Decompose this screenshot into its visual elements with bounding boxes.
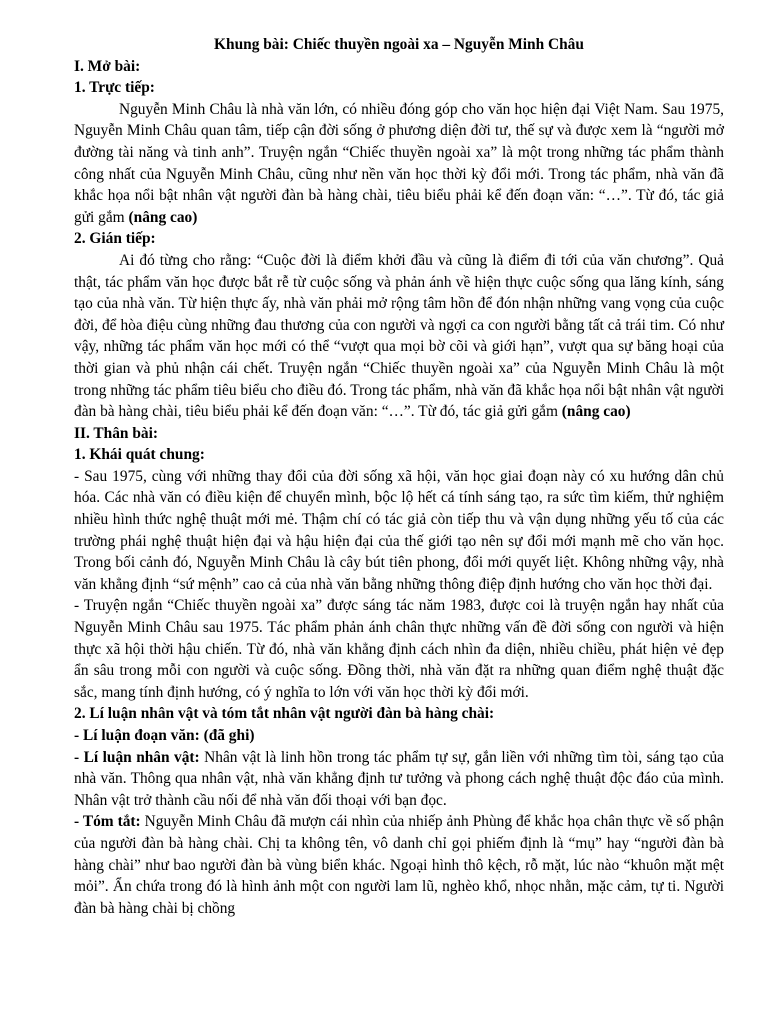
paragraph-tom-tat [74, 811, 724, 919]
bold-lead: - Tóm tắt: [74, 813, 141, 831]
paragraph-gian-tiep [74, 250, 724, 423]
document-title: Khung bài: Chiếc thuyền ngoài xa – Nguyễn Minh Châu [214, 36, 584, 53]
paragraph-text: Nguyễn Minh Châu là nhà văn lớn, có nhiều đóng góp cho văn học hiện đại Việt Nam. Sau 1975, Nguyễn Minh Châu quan tâm, tiếp cận đời sống ở phương diện đời tư, thế sự và được xem là “người mở đường tài năng và tinh anh”. Truyện ngắn “Chiếc thuyền ngoài xa” là một trong những tác phẩm thành công nhất của Nguyễn Minh Châu, cũng như nền văn học thời kỳ đổi mới. Trong tác phẩm, nhà văn đã khắc họa nổi bật nhân vật người đàn bà hàng chài, tiêu biểu phải kể đến đoạn văn: “…”. Từ đó, tác giả gửi gắm [74, 100, 724, 226]
bold-note: (nâng cao) [561, 403, 631, 421]
paragraph-khai-quat-2: - Truyện ngắn “Chiếc thuyền ngoài xa” được sáng tác năm 1983, được coi là truyện ngắn hay nhất của Nguyễn Minh Châu sau 1975. Tác phẩm phản ánh chân thực những vấn đề đời sống con người và hiện thực xã hội thời hậu chiến. Từ đó, nhà văn khẳng định cách nhìn đa diện, nhiều chiều, phát hiện vẻ đẹp ẩn sâu trong mỗi con người và cuộc sống. Đồng thời, nhà văn đặt ra những quan điểm nghệ thuật đặc sắc, mang tính định hướng, có ý nghĩa to lớn với văn học thời kỳ đổi mới. [74, 597, 724, 701]
heading-gian-tiep: 2. Gián tiếp: [74, 230, 156, 248]
section-than-bai: II. Thân bài: [74, 424, 158, 442]
heading-li-luan: 2. Lí luận nhân vật và tóm tắt nhân vật người đàn bà hàng chài: [74, 705, 495, 723]
paragraph-text: Nhân vật là linh hồn trong tác phẩm tự sự, gắn liền với những tìm tòi, sáng tạo của nhà văn. Thông qua nhân vật, nhà văn khẳng định tư tưởng và phong cách nghệ thuật độc đáo của mình. Nhân vật trở thành cầu nối để nhà văn đối thoại với bạn đọc. [74, 748, 724, 809]
paragraph-truc-tiep [74, 99, 724, 229]
paragraph-li-luan-nhan-vat [74, 747, 724, 812]
heading-li-luan-doan-van: - Lí luận đoạn văn: (đã ghi) [74, 727, 255, 744]
heading-khai-quat: 1. Khái quát chung: [74, 446, 205, 464]
paragraph-khai-quat-1: - Sau 1975, cùng với những thay đổi của đời sống xã hội, văn học giai đoạn này có xu hướng dân chủ hóa. Các nhà văn có điều kiện để chuyển mình, bộc lộ hết cá tính sáng tạo, ra sức tìm kiếm, thử nghiệm nhiều hình thức nghệ thuật mới mẻ. Thậm chí có tác giả còn tiếp thu và vận dụng những yếu tố của các trường phái nghệ thuật hiện đại và hậu hiện đại của thế giới tạo nên sự đổi mới mạnh mẽ cho văn học. Trong bối cảnh đó, Nguyễn Minh Châu là cây bút tiên phong, đổi mới quyết liệt. Không những vậy, nhà văn khẳng định “sứ mệnh” cao cả của nhà văn bằng những thông điệp định hướng cho văn học thời đại. [74, 467, 724, 593]
heading-truc-tiep: 1. Trực tiếp: [74, 79, 155, 97]
paragraph-text: Ai đó từng cho rằng: “Cuộc đời là điểm khởi đầu và cũng là điểm đi tới của văn chương”. Quả thật, tác phẩm văn học được bắt rễ từ cuộc sống và phản ánh về hiện thực cuộc sống qua lăng kính, sáng tạo của nhà văn. Từ hiện thực ấy, nhà văn phải mở rộng tâm hồn để đón nhận những vang vọng của cuộc đời, để hòa điệu cùng những đau thương của con người và ngợi ca con người bằng tất cả trái tim. Có như vậy, những tác phẩm văn học mới có thể “vượt qua mọi bờ cõi và giới hạn”, vượt qua sự băng hoại của thời gian và phủ nhận cái chết. Truyện ngắn “Chiếc thuyền ngoài xa” của Nguyễn Minh Châu là một trong những tác phẩm tiêu biểu cho điều đó. Trong tác phẩm, nhà văn đã khắc họa nổi bật nhân vật người đàn bà hàng chài, tiêu biểu phải kể đến đoạn văn: “…”. Từ đó, tác giả gửi gắm [74, 251, 724, 421]
bold-lead: - Lí luận nhân vật: [74, 748, 200, 766]
section-mo-bai: I. Mở bài: [74, 57, 141, 75]
bold-note: (nâng cao) [128, 208, 198, 226]
paragraph-text: Nguyễn Minh Châu đã mượn cái nhìn của nhiếp ảnh Phùng để khắc họa chân thực về số phận của người đàn bà hàng chài. Chị ta không tên, vô danh chỉ gọi phiếm định là “mụ” hay “người đàn bà hàng chài” như bao người đàn bà vùng biển khác. Ngoại hình thô kệch, rỗ mặt, lúc nào “khuôn mặt mệt mỏi”. Ẩn chứa trong đó là hình ảnh một con người lam lũ, nghèo khổ, nhọc nhằn, mặc cảm, tự ti. Người đàn bà hàng chài bị chồng [74, 813, 724, 917]
